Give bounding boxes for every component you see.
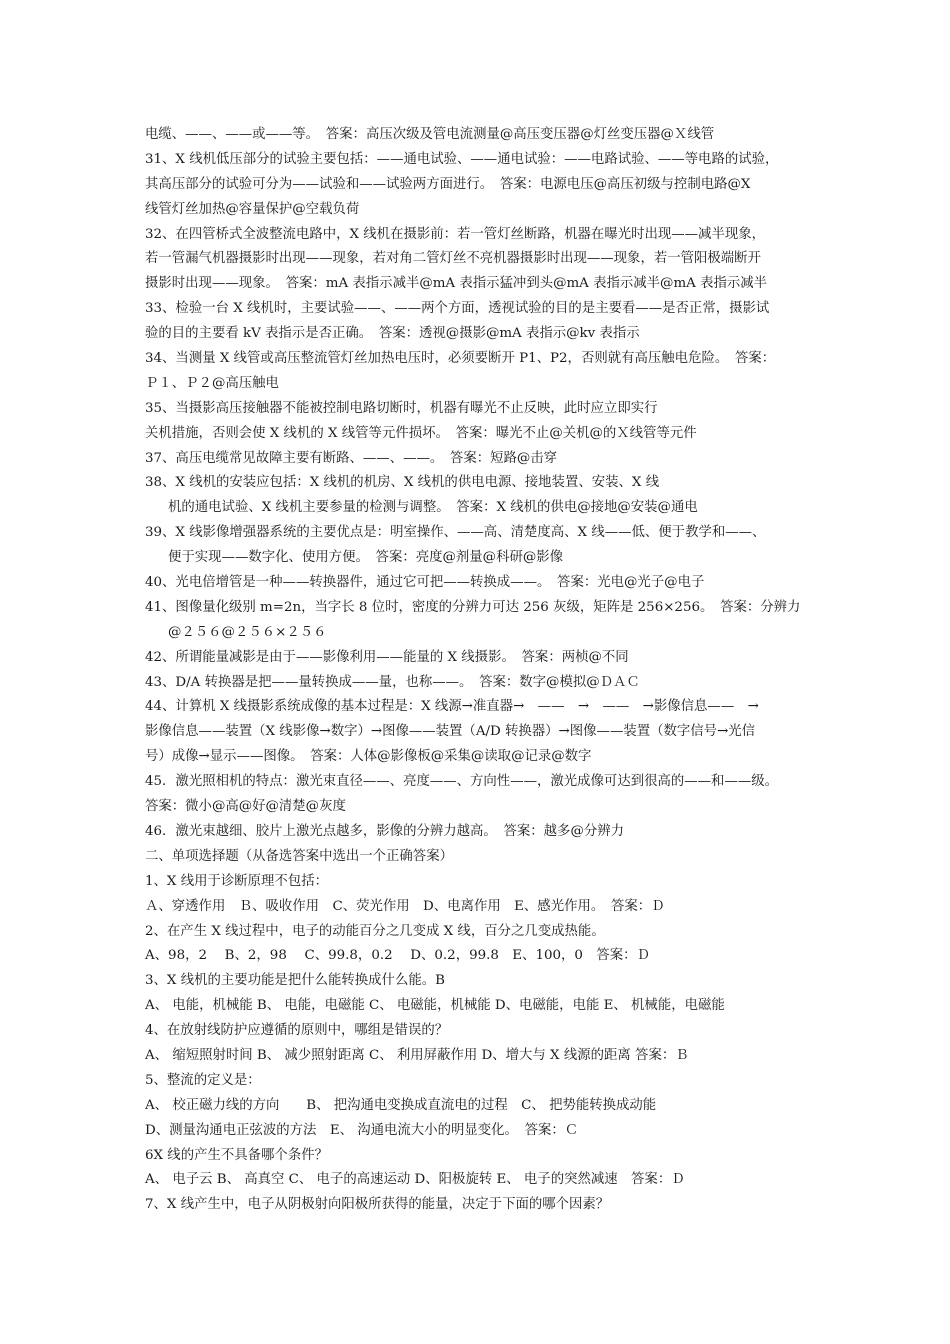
text-line: 其高压部分的试验可分为——试验和——试验两方面进行。 答案：电源电压@高压初级与控制电路@X	[145, 176, 751, 192]
text-line: 7、X 线产生中，电子从阴极射向阳极所获得的能量，决定于下面的哪个因素？	[145, 1197, 610, 1213]
text-line: 39、X 线影像增强器系统的主要优点是：明室操作、——高、清楚度高、X 线——低、便于教学和——、	[145, 525, 766, 541]
text-line: 便于实现——数字化、使用方便。 答案：亮度@剂量@科研@影像	[168, 550, 564, 566]
text-line: 2、在产生 X 线过程中，电子的动能百分之几变成 X 线，百分之几变成热能。	[145, 923, 605, 939]
text-line: 46．激光束越细、胶片上激光点越多，影像的分辨力越高。 答案：越多@分辨力	[145, 823, 625, 839]
text-line: 号）成像→显示——图像。 答案：人体@影像板@采集@读取@记录@数字	[145, 749, 592, 765]
text-line: 33、检验一台 X 线机时，主要试验——、——两个方面，透视试验的目的是主要看——是否正常，摄影试	[145, 301, 770, 317]
text-line: 二、单项选择题（从备选答案中选出一个正确答案）	[145, 848, 453, 864]
text-line: 5、整流的定义是：	[145, 1072, 261, 1088]
text-line: D、测量沟通电正弦波的方法 E、 沟通电流大小的明显变化。 答案：Ｃ	[145, 1122, 579, 1138]
text-line: 线管灯丝加热@容量保护@空载负荷	[145, 201, 360, 217]
text-line: 6X 线的产生不具备哪个条件？	[145, 1147, 328, 1163]
text-line: 34、当测量 X 线管或高压整流管灯丝加热电压时，必须要断开 P1、P2，否则就有高压触电危险。 答案：	[145, 351, 776, 367]
text-line: 验的目的主要看 kV 表指示是否正确。 答案：透视@摄影@mA 表指示@kv 表指示	[145, 326, 640, 342]
text-line: A、 电能，机械能 B、 电能，电磁能 C、 电磁能，机械能 D、电磁能，电能 E、 机械能，电磁能	[145, 998, 725, 1014]
text-line: 答案：微小@高@好@清楚@灰度	[145, 799, 346, 815]
text-line: 电缆、——、——或——等。 答案：高压次级及管电流测量@高压变压器@灯丝变压器@Ｘ线管	[145, 127, 715, 142]
text-line: 4、在放射线防护应遵循的原则中，哪组是错误的？	[145, 1023, 449, 1039]
text-line: 关机措施，否则会使 X 线机的 X 线管等元件损坏。 答案：曝光不止@关机@的Ｘ线管等元件	[145, 425, 697, 441]
text-line: Ｐ１、Ｐ２@高压触电	[145, 375, 279, 391]
text-line: 32、在四管桥式全波整流电路中，X 线机在摄影前：若一管灯丝断路，机器在曝光时出现——减半现象，	[145, 226, 766, 242]
document-body	[145, 123, 825, 1218]
text-line: 44、计算机 X 线摄影系统成像的基本过程是：X 线源→准直器→ —— → —— →影像信息—— →	[145, 699, 759, 715]
text-line: 3、X 线机的主要功能是把什么能转换成什么能。B	[145, 973, 445, 989]
text-line: 38、X 线机的安装应包括：X 线机的机房、X 线机的供电电源、接地装置、安装、X 线	[145, 475, 660, 491]
text-line: 37、高压电缆常见故障主要有断路、——、——。 答案：短路@击穿	[145, 450, 558, 466]
text-line: @２５６@２５６×２５６	[168, 624, 327, 640]
text-line: 45．激光照相机的特点：激光束直径——、亮度——、方向性——，激光成像可达到很高的——和——级。	[145, 774, 779, 790]
text-line: A、 电子云 B、 高真空 C、 电子的高速运动 D、阳极旋转 E、 电子的突然减速 答案：Ｄ	[145, 1172, 685, 1188]
text-line: 摄影时出现——现象。 答案：mA 表指示减半@mA 表指示猛冲到头@mA 表指示减半@mA 表指示减半	[145, 276, 768, 292]
text-line: Ａ、穿透作用 Ｂ、吸收作用 C、荧光作用 D、电离作用 E、感光作用。 答案：Ｄ	[145, 898, 665, 914]
text-line: 35、当摄影高压接触器不能被控制电路切断时，机器有曝光不止反映，此时应立即实行	[145, 400, 658, 416]
text-line: 机的通电试验、X 线机主要参量的检测与调整。 答案：X 线机的供电@接地@安装@通电	[168, 500, 698, 516]
text-line: 41、图像量化级别 m=2n，当字长 8 位时，密度的分辨力可达 256 灰级，矩阵是 256×256。 答案：分辨力	[145, 599, 801, 615]
text-line: 影像信息——装置（X 线影像→数字）→图像——装置（A/D 转换器）→图像——装置（数字信号→光信	[145, 724, 756, 740]
text-line: 42、所谓能量减影是由于——影像利用——能量的 X 线摄影。 答案：两桢@不同	[145, 649, 629, 665]
text-line: 43、D/A 转换器是把——量转换成——量，也称——。 答案：数字@模拟@ＤＡＣ	[145, 674, 640, 690]
text-line: 1、X 线用于诊断原理不包括：	[145, 873, 328, 889]
text-line: A、 校正磁力线的方向 B、 把沟通电变换成直流电的过程 C、 把势能转换成动能	[145, 1097, 657, 1113]
text-line: 31、X 线机低压部分的试验主要包括：——通电试验、——通电试验：——电路试验、——等电路的试验，	[145, 151, 779, 167]
text-line: A、 缩短照射时间 B、 减少照射距离 C、 利用屏蔽作用 D、增大与 X 线源的距离 答案：Ｂ	[145, 1047, 689, 1063]
text-line: A、98，2 B、2，98 C、99.8，0.2 D、0.2，99.8 E、100，0 答案：Ｄ	[145, 948, 650, 964]
text-line: 若一管漏气机器摄影时出现——现象，若对角二管灯丝不亮机器摄影时出现——现象，若一管阳极端断开	[145, 251, 761, 267]
text-line: 40、光电倍增管是一种——转换器件，通过它可把——转换成——。 答案：光电@光子@电子	[145, 575, 705, 591]
